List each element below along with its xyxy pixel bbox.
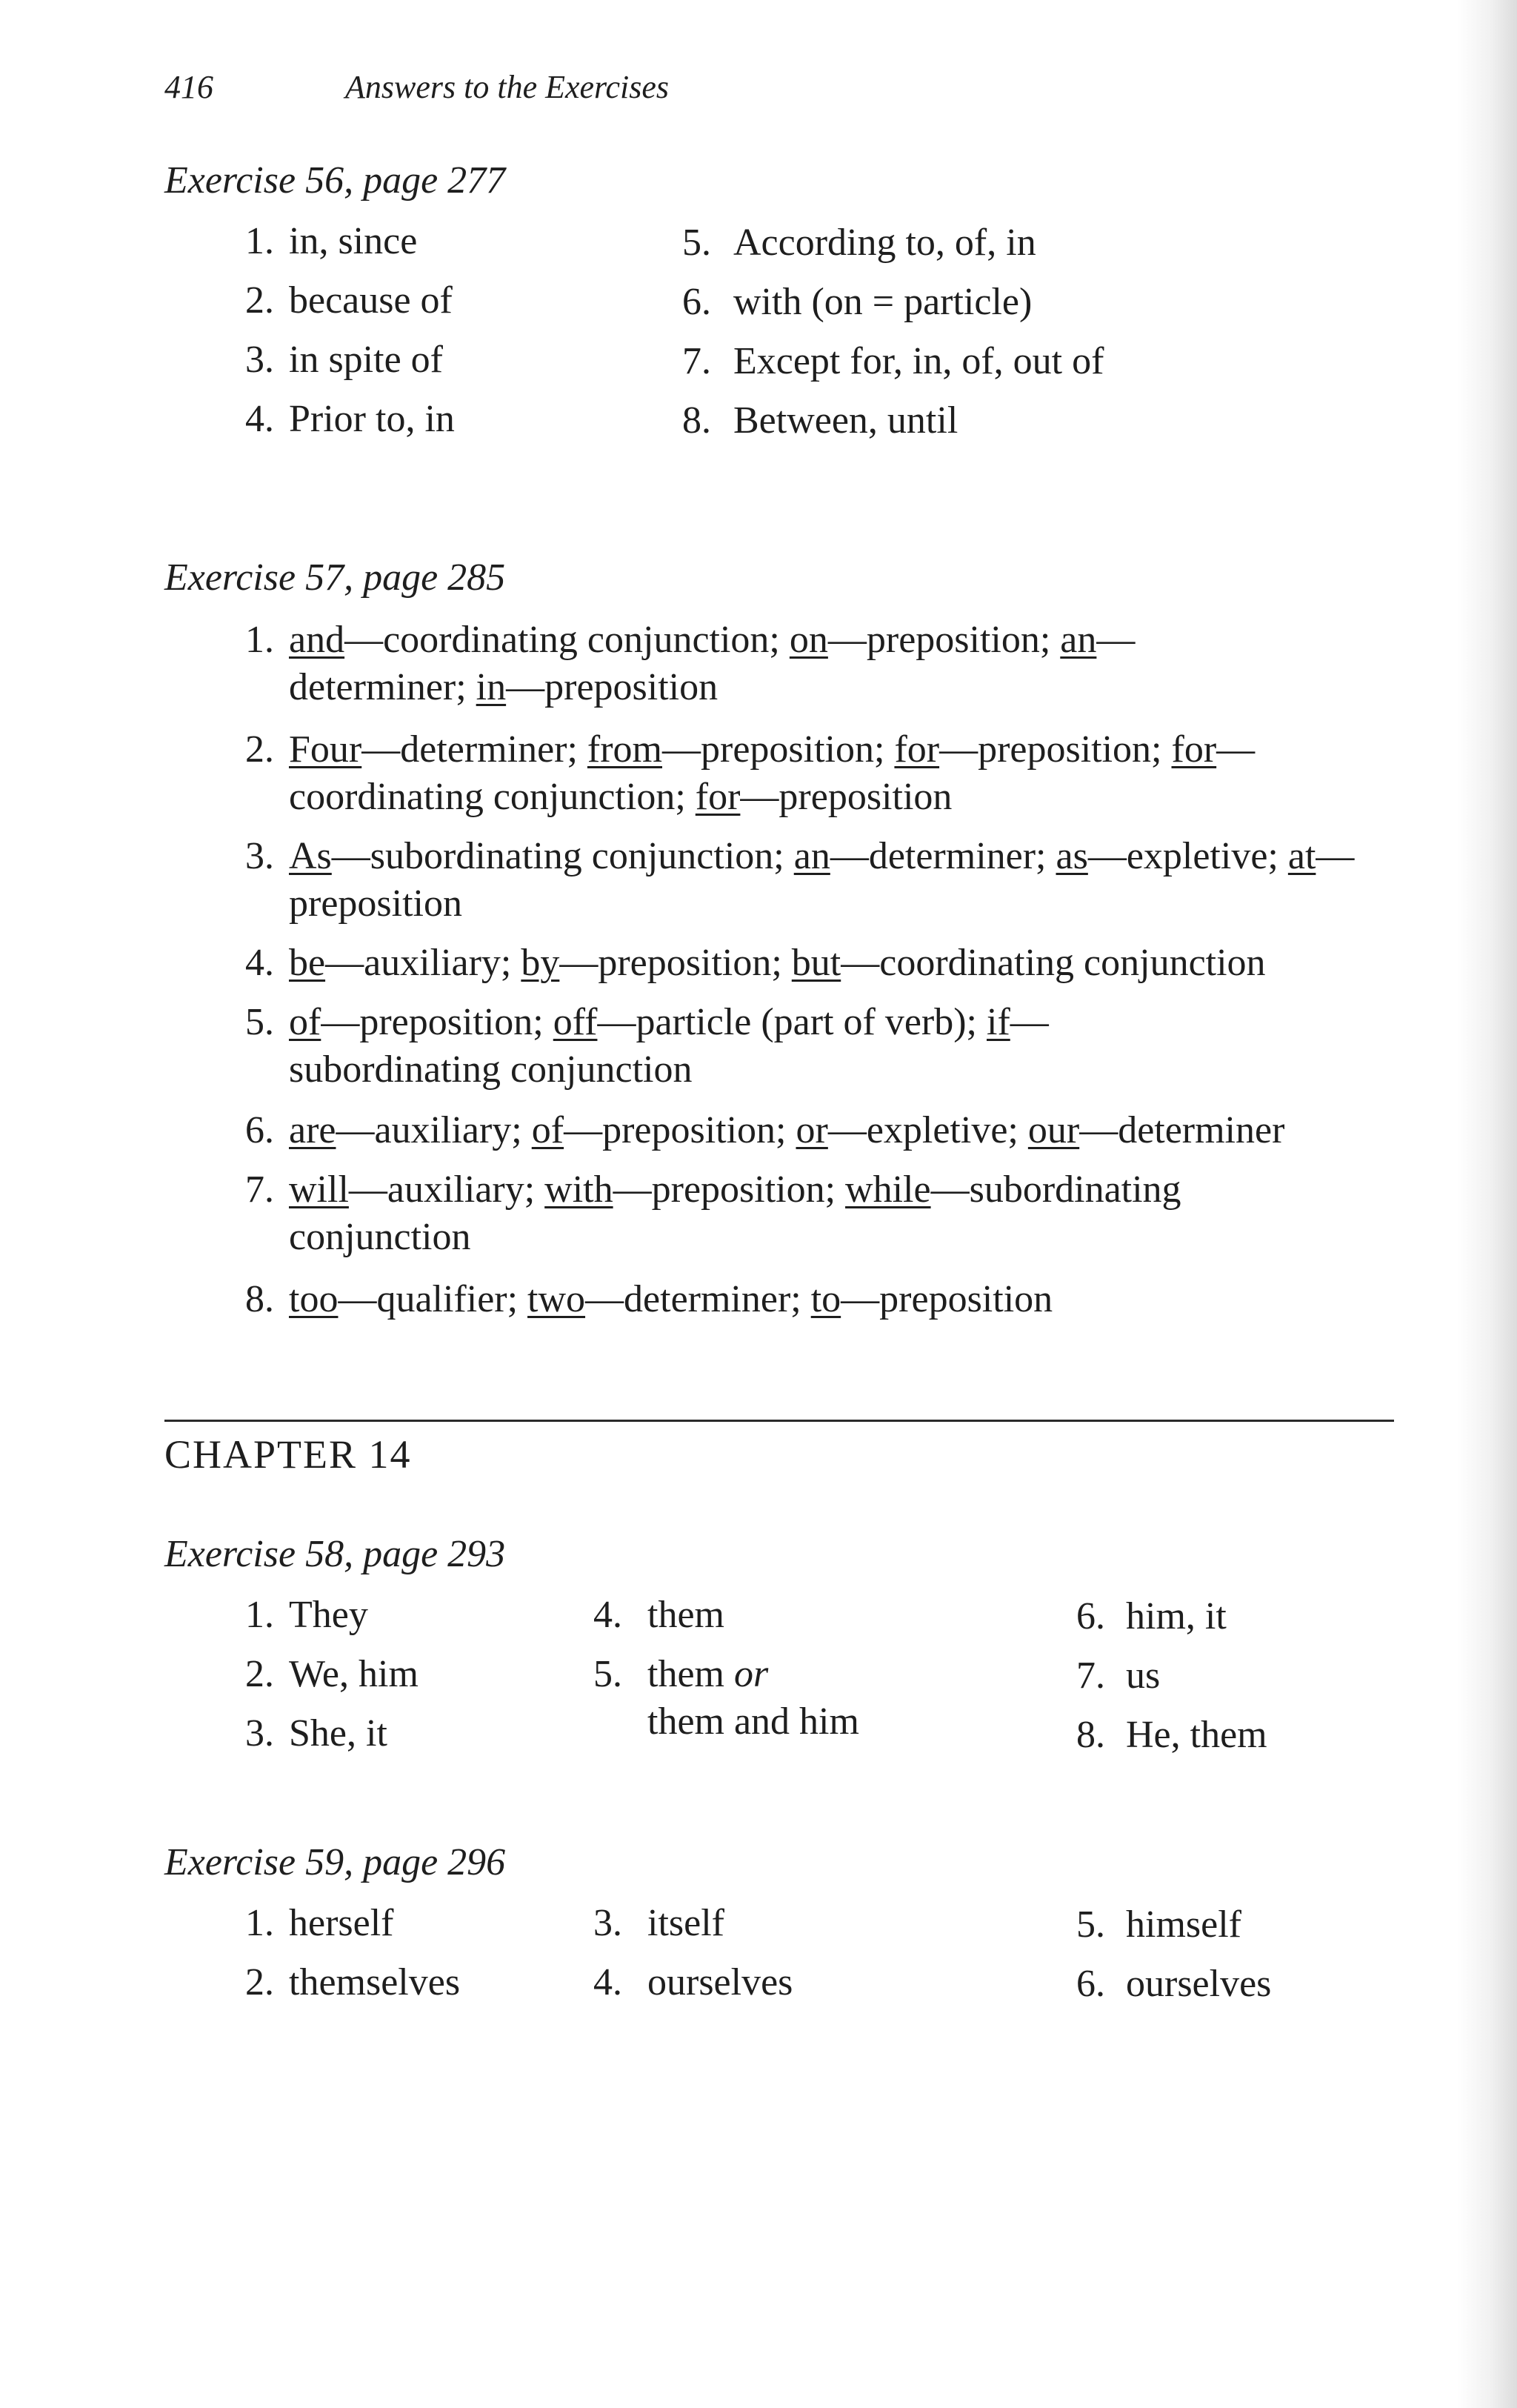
item-number: 4. xyxy=(593,1594,622,1636)
description: —auxiliary; xyxy=(325,942,521,984)
item-number: 7. xyxy=(1076,1654,1105,1697)
description: —preposition; xyxy=(559,942,792,984)
word: our xyxy=(1027,1109,1080,1151)
item-number: 4. xyxy=(245,942,274,984)
description: —particle (part of verb); xyxy=(597,1001,987,1043)
word: for xyxy=(894,728,940,771)
item-number: 5. xyxy=(593,1653,622,1695)
answer-text xyxy=(289,616,1178,711)
word: too xyxy=(289,1278,339,1320)
item-number: 1. xyxy=(245,1902,274,1944)
word: off xyxy=(553,1001,598,1043)
answer-text: in spite of xyxy=(289,339,443,381)
word: while xyxy=(845,1168,931,1211)
word: on xyxy=(789,619,828,661)
description: —preposition; xyxy=(939,728,1172,771)
answer-text: Except for, in, of, out of xyxy=(733,340,1104,382)
item-number: 2. xyxy=(245,279,274,322)
item-number: 7. xyxy=(245,1168,274,1211)
answer-text: We, him xyxy=(289,1653,419,1695)
word: for xyxy=(1171,728,1217,771)
answer-text: According to, of, in xyxy=(733,222,1036,264)
description: —preposition xyxy=(740,776,953,818)
word: with xyxy=(544,1168,613,1211)
word: As xyxy=(289,835,332,877)
answer-text xyxy=(647,1651,768,1698)
word: be xyxy=(289,942,326,984)
answer-text: She, it xyxy=(289,1712,387,1755)
description: —preposition xyxy=(506,666,719,708)
answer-text-continued: them and him xyxy=(647,1700,859,1743)
exercise-57-heading: Exercise 57, page 285 xyxy=(164,556,506,599)
description: —expletive; xyxy=(827,1109,1028,1151)
item-number: 8. xyxy=(245,1278,274,1320)
description: —expletive; xyxy=(1087,835,1288,877)
item-number: 4. xyxy=(593,1961,622,2003)
word: are xyxy=(289,1109,336,1151)
description: —coordinating conjunction; xyxy=(344,619,790,661)
description: —determiner xyxy=(1079,1109,1285,1151)
answer-text: because of xyxy=(289,279,453,322)
item-number: 2. xyxy=(245,728,274,771)
answer-text: He, them xyxy=(1126,1714,1267,1756)
answer-text: herself xyxy=(289,1902,394,1944)
word: of xyxy=(531,1109,564,1151)
description: —preposition xyxy=(841,1278,1053,1320)
word: and xyxy=(289,619,345,661)
description: —preposition; xyxy=(827,619,1061,661)
answer-text: us xyxy=(1126,1654,1161,1697)
page-number: 416 xyxy=(164,69,213,105)
answer-text xyxy=(289,999,1104,1094)
item-number: 6. xyxy=(1076,1595,1105,1637)
answer-text xyxy=(289,1166,1296,1261)
item-number: 3. xyxy=(245,835,274,877)
answer-text: Prior to, in xyxy=(289,398,455,440)
word: by xyxy=(521,942,560,984)
description: —auxiliary; xyxy=(336,1109,532,1151)
item-number: 2. xyxy=(245,1961,274,2003)
description: —determiner; xyxy=(361,728,587,771)
answer-text: themselves xyxy=(289,1961,461,2003)
word: as xyxy=(1056,835,1088,877)
description: —coordinating conjunction; xyxy=(289,728,1256,818)
word: to xyxy=(810,1278,841,1320)
item-number: 1. xyxy=(245,619,274,661)
word: in xyxy=(476,666,507,708)
word: if xyxy=(987,1001,1010,1043)
chapter-rule xyxy=(164,1420,1394,1422)
answer-text: himself xyxy=(1126,1903,1241,1946)
description: —subordinating conjunction xyxy=(289,1168,1181,1258)
word: but xyxy=(791,942,841,984)
item-number: 1. xyxy=(245,220,274,262)
answer-conjunction: or xyxy=(733,1653,769,1695)
description: —preposition; xyxy=(321,1001,553,1043)
item-number: 4. xyxy=(245,398,274,440)
chapter-title: CHAPTER 14 xyxy=(164,1432,412,1477)
answer-text: Between, until xyxy=(733,399,958,442)
description: —qualifier; xyxy=(338,1278,528,1320)
answer-text: with (on = particle) xyxy=(733,281,1033,323)
item-number: 3. xyxy=(245,339,274,381)
word: an xyxy=(1060,619,1097,661)
answer-text: itself xyxy=(647,1902,724,1944)
answer-text xyxy=(289,1276,1400,1323)
item-number: 6. xyxy=(1076,1963,1105,2005)
page-edge-shadow xyxy=(1458,0,1517,2408)
answer-part: them xyxy=(647,1653,734,1695)
description: —preposition; xyxy=(613,1168,846,1211)
exercise-56-heading: Exercise 56, page 277 xyxy=(164,159,506,202)
item-number: 3. xyxy=(245,1712,274,1755)
running-title: Answers to the Exercises xyxy=(345,69,670,105)
item-number: 5. xyxy=(682,222,711,264)
item-number: 5. xyxy=(245,1001,274,1043)
description: —determiner; xyxy=(585,1278,811,1320)
item-number: 8. xyxy=(1076,1714,1105,1756)
item-number: 3. xyxy=(593,1902,622,1944)
description: —determiner; xyxy=(830,835,1056,877)
word: from xyxy=(587,728,663,771)
word: will xyxy=(289,1168,349,1211)
answer-text: They xyxy=(289,1594,368,1636)
answer-text: them xyxy=(647,1594,724,1636)
description: —coordinating conjunction xyxy=(841,942,1266,984)
answer-text xyxy=(289,726,1311,821)
exercise-59-heading: Exercise 59, page 296 xyxy=(164,1841,506,1883)
answer-text: ourselves xyxy=(1126,1963,1272,2005)
description: —preposition; xyxy=(564,1109,796,1151)
word: for xyxy=(695,776,741,818)
description: —subordinating conjunction; xyxy=(331,835,794,877)
word: or xyxy=(796,1109,828,1151)
item-number: 6. xyxy=(682,281,711,323)
item-number: 7. xyxy=(682,340,711,382)
description: —subordinating conjunction xyxy=(289,1001,1049,1091)
item-number: 6. xyxy=(245,1109,274,1151)
answer-text xyxy=(289,833,1385,928)
answer-text: him, it xyxy=(1126,1595,1227,1637)
word: two xyxy=(527,1278,586,1320)
item-number: 5. xyxy=(1076,1903,1105,1946)
description: —preposition xyxy=(289,835,1355,925)
word: of xyxy=(289,1001,321,1043)
word: at xyxy=(1287,835,1316,877)
description: —determiner; xyxy=(289,619,1136,708)
answer-text: ourselves xyxy=(647,1961,793,2003)
item-number: 1. xyxy=(245,1594,274,1636)
word: an xyxy=(793,835,830,877)
exercise-58-heading: Exercise 58, page 293 xyxy=(164,1533,506,1575)
answer-text xyxy=(289,1107,1400,1154)
word: Four xyxy=(289,728,362,771)
answer-text xyxy=(289,939,1400,987)
item-number: 8. xyxy=(682,399,711,442)
item-number: 2. xyxy=(245,1653,274,1695)
description: —auxiliary; xyxy=(348,1168,545,1211)
description: —preposition; xyxy=(662,728,895,771)
answer-text: in, since xyxy=(289,220,418,262)
